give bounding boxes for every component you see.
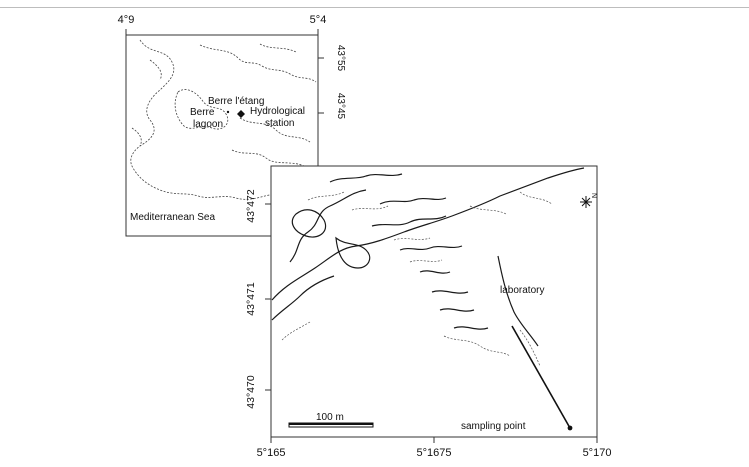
label-berre-lagoon-2: lagoon <box>193 119 224 130</box>
sampling-point-marker <box>568 426 573 431</box>
inset-right-tick-label-1: 43°55 <box>335 44 346 72</box>
label-mediterranean-sea: Mediterranean Sea <box>130 212 216 223</box>
inset-top-tick-label-1: 4°9 <box>117 14 135 26</box>
main-left-tick-label-1: 43°472 <box>245 189 257 223</box>
main-bottom-tick-label-3: 5°170 <box>582 447 612 459</box>
inset-top-tick-label-2: 5°4 <box>309 14 327 26</box>
label-station: station <box>265 118 295 129</box>
main-bottom-tick-label-2: 5°1675 <box>416 447 452 459</box>
scale-label: 100 m <box>316 412 344 423</box>
label-berre-letang: Berre l'étang <box>208 96 265 107</box>
label-hydrological: Hydrological <box>250 106 306 117</box>
main-bottom-tick-label-1: 5°165 <box>256 447 286 459</box>
main-map <box>245 166 611 459</box>
north-label: N <box>590 193 597 199</box>
main-frame <box>271 166 597 437</box>
label-sampling-point: sampling point <box>461 421 526 432</box>
label-berre-lagoon-1: Berre <box>190 107 215 118</box>
main-left-tick-label-2: 43°471 <box>245 282 257 316</box>
main-left-tick-label-3: 43°470 <box>245 375 257 409</box>
berre-letang-marker <box>227 111 229 113</box>
label-laboratory: laboratory <box>500 285 545 296</box>
inset-right-tick-label-2: 43°45 <box>335 92 346 120</box>
